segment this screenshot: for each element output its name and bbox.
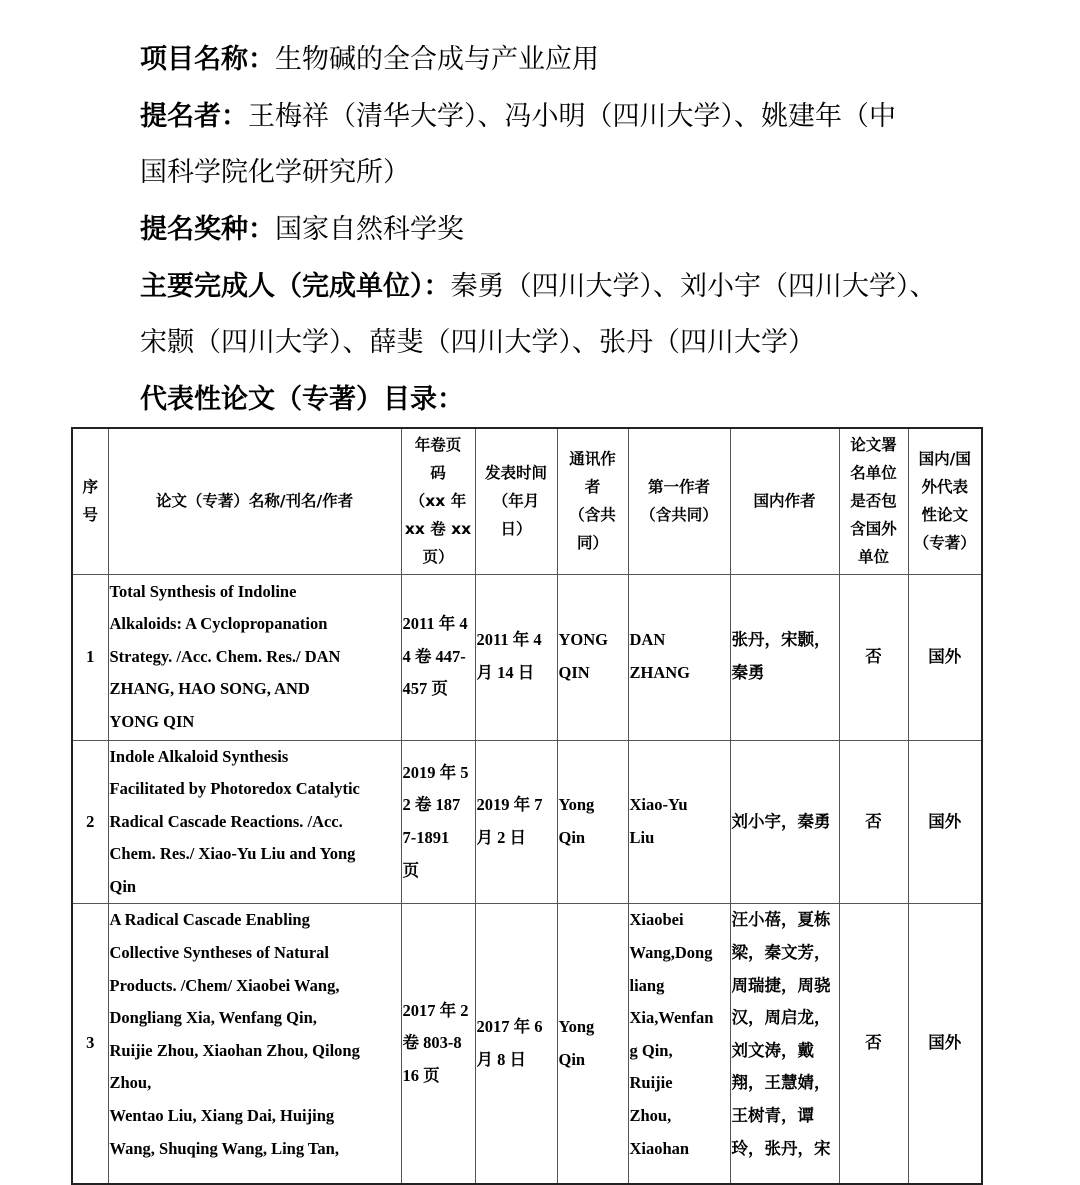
cell-first-author: Xiao-Yu Liu: [628, 740, 730, 904]
papers-heading-line: [140, 380, 464, 420]
people-text: 秦勇（四川大学）、刘小宇（四川大学）、: [450, 271, 937, 302]
nominator-line: [140, 97, 896, 137]
nominator-text: 王梅祥（清华大学）、冯小明（四川大学）、姚建年（中: [248, 101, 896, 132]
cell-corresponding: Yong Qin: [557, 904, 628, 1184]
col-header-date: 发表时间 （年月 日）: [475, 428, 557, 574]
col-header-domestic-authors: 国内作者: [730, 428, 839, 574]
cell-first-author: DAN ZHANG: [628, 574, 730, 740]
cell-date: 2019 年 7 月 2 日: [475, 740, 557, 904]
cell-index: 1: [72, 574, 108, 740]
cell-domestic-foreign: 国外: [908, 904, 982, 1184]
col-header-index: 序 号: [72, 428, 108, 574]
cell-volume: 2019 年 5 2 卷 187 7-1891 页: [401, 740, 475, 904]
award-line: [140, 210, 464, 250]
cell-domestic-foreign: 国外: [908, 740, 982, 904]
cell-domestic-authors: 张丹，宋颢， 秦勇: [730, 574, 839, 740]
table-header-row: [72, 428, 982, 574]
cell-domestic-authors: 刘小宇，秦勇: [730, 740, 839, 904]
col-header-first-author: 第一作者 （含共同）: [628, 428, 730, 574]
nominator-text-cont: 国科学院化学研究所）: [140, 157, 410, 188]
table-row: [72, 740, 982, 904]
cell-title: Indole Alkaloid Synthesis Facilitated by Photoredox Catalytic Radical Cascade Reactions. /Acc. Chem. Res./ Xiao-Yu Liu and Yong Qin: [108, 740, 401, 904]
cell-index: 2: [72, 740, 108, 904]
cell-foreign-unit: 否: [839, 904, 908, 1184]
nominator-label: 提名者：: [140, 101, 248, 132]
award-type: 国家自然科学奖: [275, 214, 464, 245]
cell-foreign-unit: 否: [839, 574, 908, 740]
col-header-volume: 年卷页 码 （xx 年 xx 卷 xx 页）: [401, 428, 475, 574]
cell-volume: 2011 年 4 4 卷 447- 457 页: [401, 574, 475, 740]
award-label: 提名奖种：: [140, 214, 275, 245]
cell-first-author: Xiaobei Wang,Dong liang Xia,Wenfan g Qin, Ruijie Zhou, Xiaohan: [628, 904, 730, 1184]
table-row: [72, 574, 982, 740]
col-header-domestic-foreign: 国内/国 外代表 性论文 （专著）: [908, 428, 982, 574]
project-name-line: [140, 40, 599, 80]
cell-volume: 2017 年 2 卷 803-8 16 页: [401, 904, 475, 1184]
col-header-corresponding: 通讯作 者 （含共 同）: [557, 428, 628, 574]
people-label: 主要完成人（完成单位）：: [140, 271, 451, 302]
cell-domestic-foreign: 国外: [908, 574, 982, 740]
col-header-title: 论文（专著）名称/刊名/作者: [108, 428, 401, 574]
project-label: 项目名称：: [140, 44, 275, 75]
cell-title: A Radical Cascade Enabling Collective Syntheses of Natural Products. /Chem/ Xiaobei Wang, Dongliang Xia, Wenfang Qin, Ruijie Zhou, Xiaohan Zhou, Qilong Zhou, Wentao Liu, Xiang Dai, Huijing Wang, Shuqing Wang, Ling Tan,: [108, 904, 401, 1184]
cell-index: 3: [72, 904, 108, 1184]
papers-heading: 代表性论文（专著）目录：: [140, 384, 464, 415]
cell-date: 2011 年 4 月 14 日: [475, 574, 557, 740]
cell-title: Total Synthesis of Indoline Alkaloids: A Cyclopropanation Strategy. /Acc. Chem. Res./ DAN ZHANG, HAO SONG, AND YONG QIN: [108, 574, 401, 740]
col-header-foreign-unit: 论文署 名单位 是否包 含国外 单位: [839, 428, 908, 574]
people-text-cont: 宋颢（四川大学）、薛斐（四川大学）、张丹（四川大学）: [140, 327, 815, 358]
cell-date: 2017 年 6 月 8 日: [475, 904, 557, 1184]
cell-domestic-authors: 汪小蓓，夏栋 梁，秦文芳， 周瑞捷，周骁 汉，周启龙， 刘文涛，戴 翔，王慧婧， 王树青，谭 玲，张丹，宋: [730, 904, 839, 1184]
cell-corresponding: Yong Qin: [557, 740, 628, 904]
people-line: [140, 267, 937, 307]
papers-table: [71, 427, 983, 1185]
cell-foreign-unit: 否: [839, 740, 908, 904]
cell-corresponding: YONG QIN: [557, 574, 628, 740]
project-name: 生物碱的全合成与产业应用: [275, 44, 599, 75]
table-row: [72, 904, 982, 1184]
